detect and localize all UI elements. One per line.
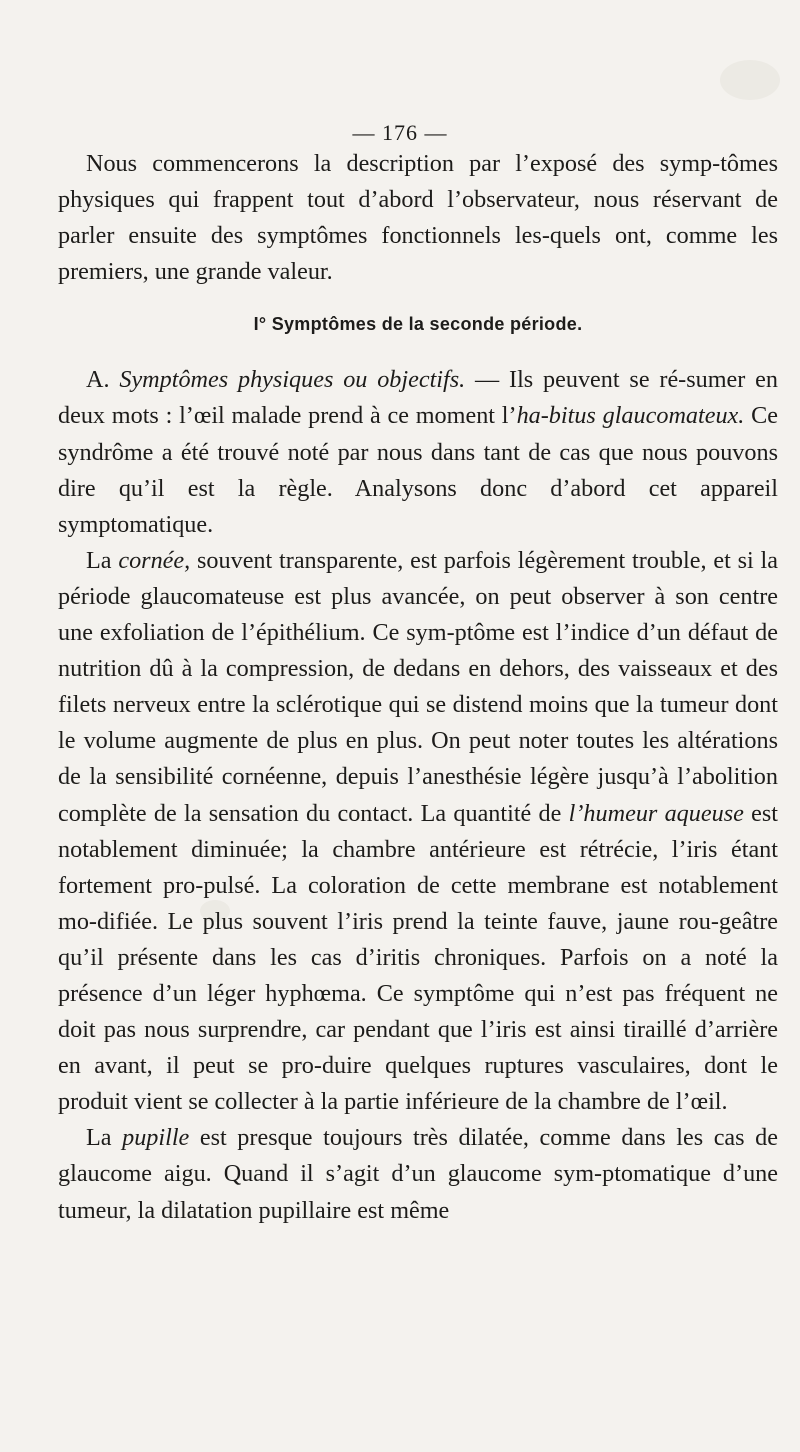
paragraph-text: Ce syndrôme a été trouvé noté par nous dans tant de cas que nous pouvons dire qu’il est la règle. Analysons donc d’abord cet appareil symptomatique.: [58, 402, 778, 538]
paragraph-text: souvent transparente, est parfois légèrement trouble, et si la période glaucomateuse est plus avancée, on peut observer à son centre une exfoliation de l’épithélium. Ce sym-ptôme est l’indice d’un défaut de nutrition dû à la compression, de dedans en dehors, des vaisseaux et des filets nerveux entre la sclérotique qui se distend moins que la tumeur dont le volume augmente de plus en plus. On peut noter toutes les altérations de la sensibilité cornéenne, depuis l’anesthésie légère jusqu’à l’abolition complète de la sensation du contact. La quantité de: [58, 546, 778, 827]
paragraph-cornea: [58, 543, 778, 1121]
paragraph-text: — Ils peuvent se ré-sumer en deux mots : l’œil malade prend à ce moment l’: [58, 366, 778, 430]
paragraph-term: l’humeur aqueuse: [568, 799, 744, 827]
paragraph-pupil: [58, 1120, 778, 1228]
paragraph-objective-symptoms: [58, 362, 778, 542]
paragraph-lead: La: [86, 546, 119, 574]
section-heading: I° Symptômes de la seconde période.: [253, 314, 583, 335]
body-text: [58, 146, 778, 1229]
paragraph-term: ha-bitus glaucomateux.: [516, 402, 745, 430]
paper-stain: [720, 60, 780, 100]
paragraph-lead: La: [86, 1124, 123, 1152]
intro-paragraph: Nous commencerons la description par l’exposé des symp-tômes physiques qui frappent tout d’abord l’observateur, nous réservant de parler ensuite des symptômes fonctionnels les-quels ont, comme les premiers, une grande valeur.: [58, 150, 778, 286]
paragraph-lead: A.: [86, 366, 110, 394]
paragraph-term: pupille: [122, 1124, 190, 1152]
page-number: — 176 —: [352, 120, 448, 145]
paragraph-text: est notablement diminuée; la chambre antérieure est rétrécie, l’iris étant fortement pro-pulsé. La coloration de cette membrane est notablement mo-difiée. Le plus souvent l’iris prend la teinte fauve, jaune rou-geâtre qu’il présente dans les cas d’iritis chroniques. Parfois on a noté la présence d’un léger hyphœma. Ce symptôme qui n’est pas fréquent ne doit pas nous surprendre, car pendant que l’iris est ainsi tiraillé d’arrière en avant, il peut se pro-duire quelques ruptures vasculaires, dont le produit vient se collecter à la partie inférieure de la chambre de l’œil.: [58, 799, 778, 1116]
paragraph-term: cornée,: [118, 546, 191, 574]
paragraph-text: est presque toujours très dilatée, comme dans les cas de glaucome aigu. Quand il s’agit d’un glaucome sym-ptomatique d’une tumeur, la dilatation pupillaire est même: [58, 1124, 778, 1224]
paragraph-title: Symptômes physiques ou objectifs.: [119, 366, 466, 394]
